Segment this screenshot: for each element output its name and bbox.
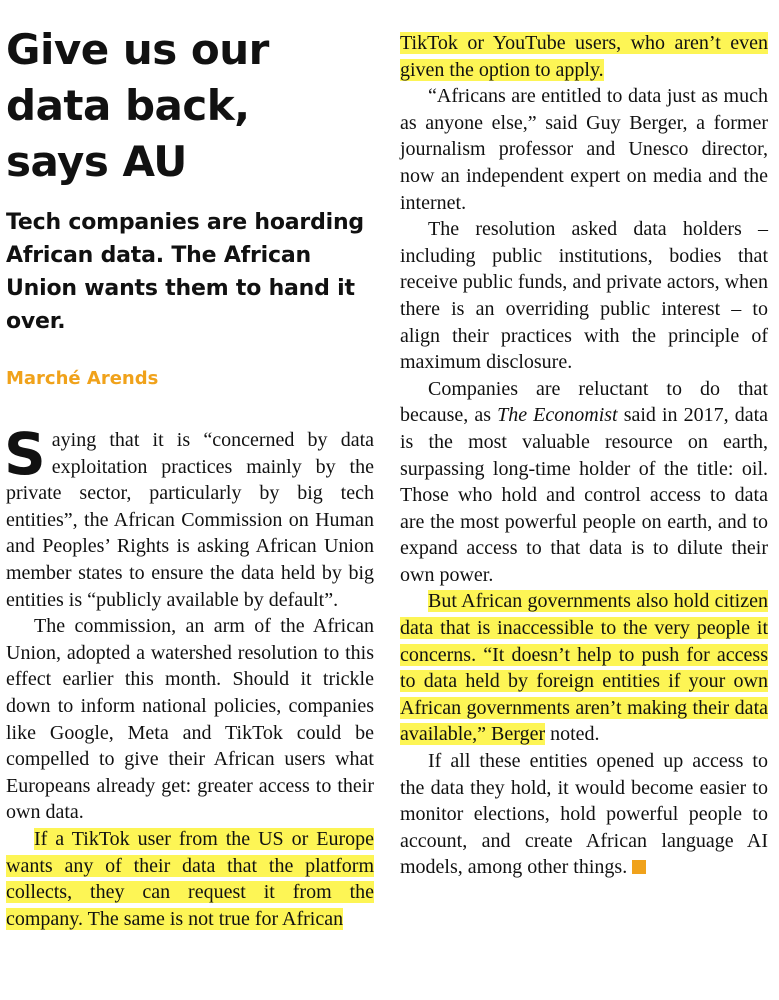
paragraph-3: [6, 826, 374, 932]
headline-line-3: says AU: [6, 137, 187, 186]
left-column: [6, 22, 374, 932]
headline: [6, 22, 374, 190]
headline-line-2: data back,: [6, 81, 250, 130]
byline: Marché Arends: [6, 368, 159, 389]
paragraph-1: Saying that it is “concerned by data exploitation practices mainly by the private sector, particularly by big tech entities”, the African Commission on Human and Peoples’ Rights is asking African Union member states to ensure the data held by big entities is “publicly available by default”.: [4, 420, 374, 611]
highlighted-text: TikTok or YouTube users, who aren’t even given the option to apply.: [400, 32, 768, 81]
paragraph-4: “Africans are entitled to data just as much as anyone else,” said Guy Berger, a former journalism professor and Unesco director, now an independent expert on media and the internet.: [400, 85, 768, 214]
paragraph-5: The resolution asked data holders – including public institutions, bodies that receive public funds, and private actors, when there is an overriding public interest – to align their practices with the principle of maximum disclosure.: [400, 218, 768, 374]
end-mark-icon: [632, 860, 646, 874]
paragraph-7: But African governments also hold citizen data that is inaccessible to the very people it concerns. “It doesn’t help to push for access to data held by foreign entities if your own African governments aren’t making their data available,” Berger noted.: [400, 590, 768, 746]
article-body-right: [400, 30, 768, 881]
paragraph-8: If all these entities opened up access to the data they hold, it would become easier to monitor elections, hold powerful people to account, and create African language AI models, among other things.: [400, 750, 768, 879]
paragraph-6: Companies are reluctant to do that because, as The Economist said in 2017, data is the most valuable resource on earth, surpassing long-time holder of the title: oil. Those who hold and control access to data are the most powerful people on earth, and to expand access to that data is to dilute their own power.: [400, 377, 769, 586]
paragraph-2: The commission, an arm of the African Union, adopted a watershed resolution to this effect earlier this month. Should it trickle down to inform national policies, companies like Google, Meta and TikTok could be compelled to give their African users what Europeans already get: greater access to their own data.: [6, 615, 374, 824]
article-body-left: [4, 420, 374, 932]
highlighted-text: But African governments also hold citizen data that is inaccessible to the very people it concerns. “It doesn’t help to push for access to data held by foreign entities if your own African governments aren’t making their data available,” Berger: [400, 590, 768, 746]
publication-title: The Economist: [497, 404, 618, 427]
drop-cap: S: [4, 420, 46, 488]
standfirst: Tech companies are hoarding African data. The African Union wants them to hand it over.: [6, 210, 364, 334]
right-column: [400, 30, 768, 881]
paragraph-3-continued: [400, 30, 768, 83]
highlighted-text: If a TikTok user from the US or Europe wants any of their data that the platform collects, they can request it from the company. The same is not true for African: [6, 827, 374, 930]
headline-line-1: Give us our: [6, 25, 269, 74]
